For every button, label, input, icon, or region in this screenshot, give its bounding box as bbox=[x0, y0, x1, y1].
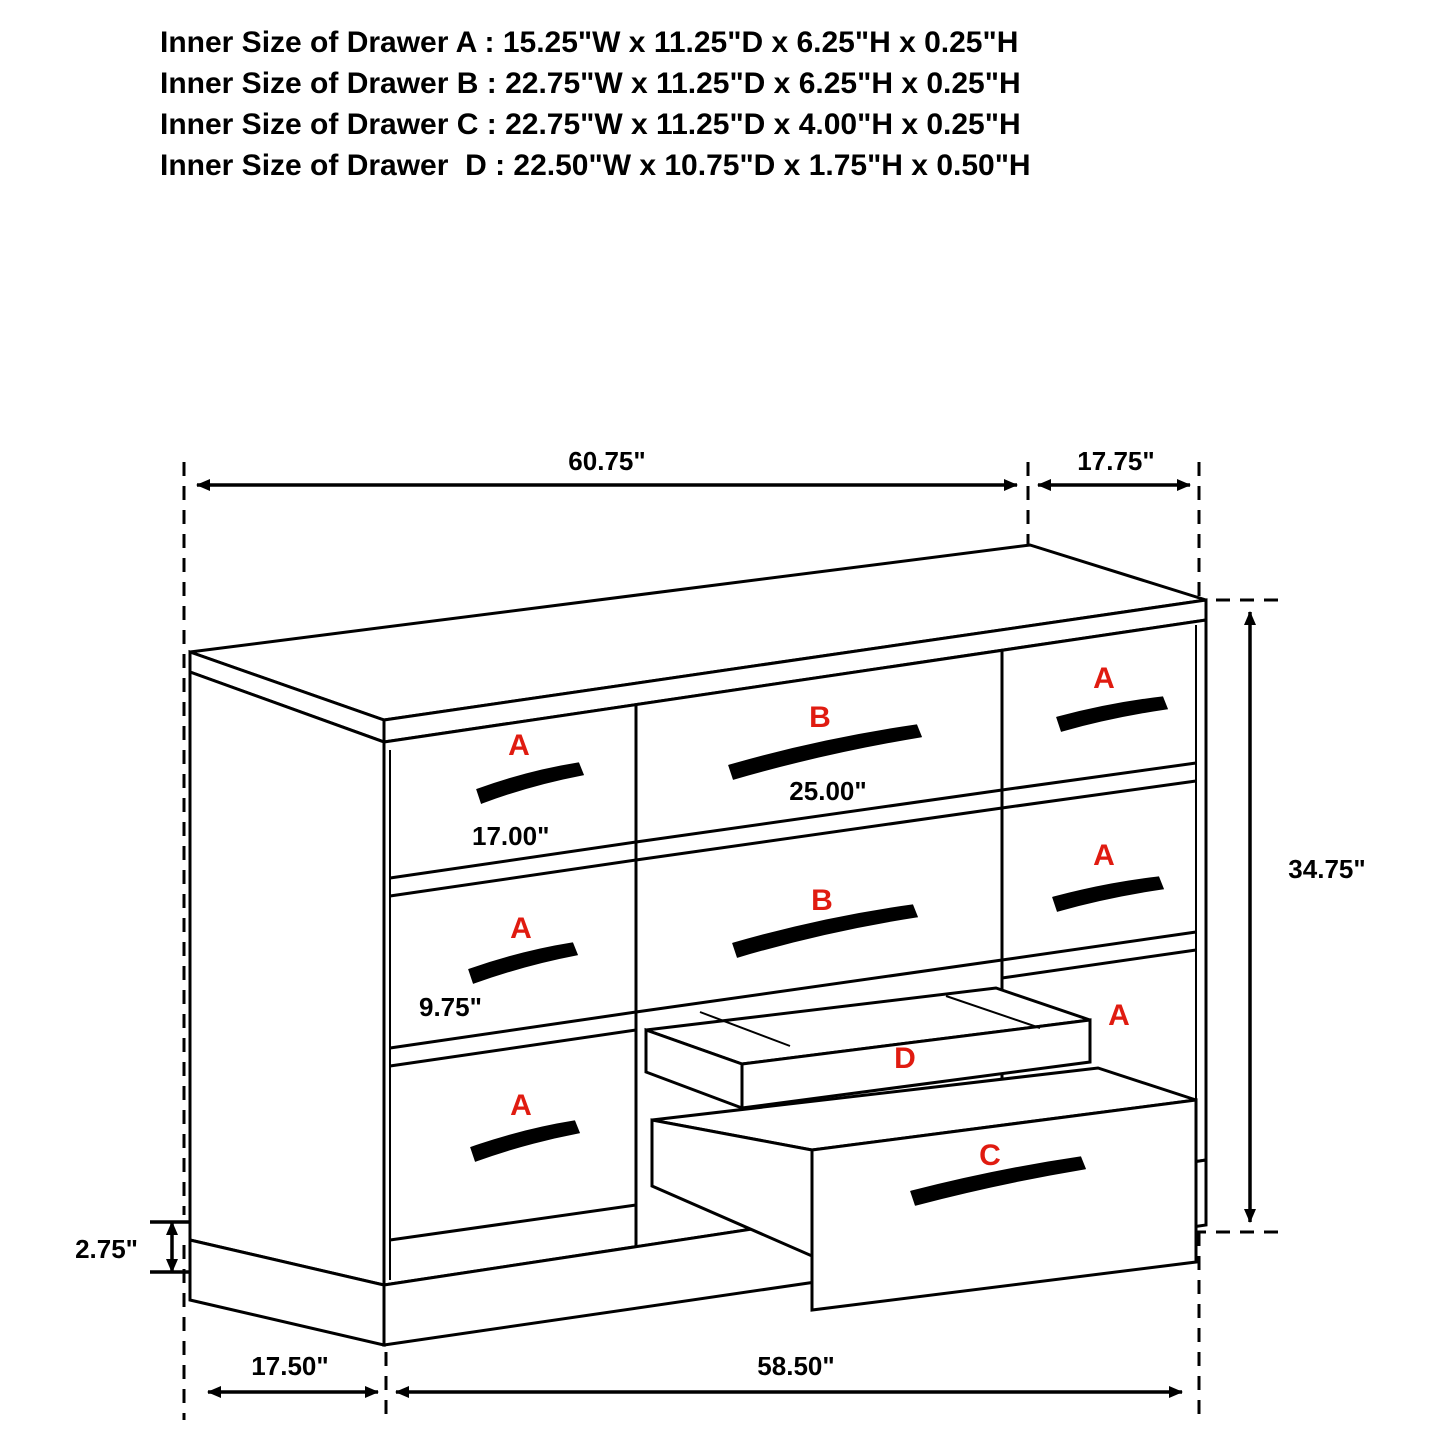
drawer-label-a5: A bbox=[1093, 839, 1115, 872]
drawer-label-b2: B bbox=[811, 884, 833, 917]
dim-top-depth-label: 17.75" bbox=[1077, 446, 1155, 476]
dim-base-depth-label: 17.50" bbox=[251, 1351, 329, 1381]
dim-drawer-a-width-label: 17.00" bbox=[472, 821, 550, 851]
dim-top-width-label: 60.75" bbox=[568, 446, 646, 476]
spec-line-drawer-a: Inner Size of Drawer A : 15.25"W x 11.25"D x 6.25"H x 0.25"H bbox=[160, 26, 1019, 59]
dim-height-label: 34.75" bbox=[1288, 854, 1366, 884]
dresser-body bbox=[190, 545, 1206, 1345]
drawer-label-a1: A bbox=[508, 729, 530, 762]
drawer-label-c1: C bbox=[979, 1139, 1001, 1172]
spec-line-drawer-d: Inner Size of Drawer D : 22.50"W x 10.75"D x 1.75"H x 0.50"H bbox=[160, 149, 1031, 182]
drawer-label-a2: A bbox=[510, 912, 532, 945]
drawer-label-a4: A bbox=[1093, 662, 1115, 695]
dim-base-height-label: 2.75" bbox=[75, 1234, 138, 1264]
spec-line-drawer-b: Inner Size of Drawer B : 22.75"W x 11.25"D x 6.25"H x 0.25"H bbox=[160, 67, 1021, 100]
dresser-left-side bbox=[190, 672, 384, 1285]
drawer-label-d1: D bbox=[894, 1042, 916, 1075]
dim-base-width-label: 58.50" bbox=[757, 1351, 835, 1381]
dim-drawer-a-height-label: 9.75" bbox=[419, 992, 482, 1022]
drawer-label-a3: A bbox=[510, 1089, 532, 1122]
spec-line-drawer-c: Inner Size of Drawer C : 22.75"W x 11.25"D x 4.00"H x 0.25"H bbox=[160, 108, 1021, 141]
drawer-label-b1: B bbox=[809, 701, 831, 734]
drawer-label-a6: A bbox=[1108, 999, 1130, 1032]
dim-drawer-b-width-label: 25.00" bbox=[789, 776, 867, 806]
